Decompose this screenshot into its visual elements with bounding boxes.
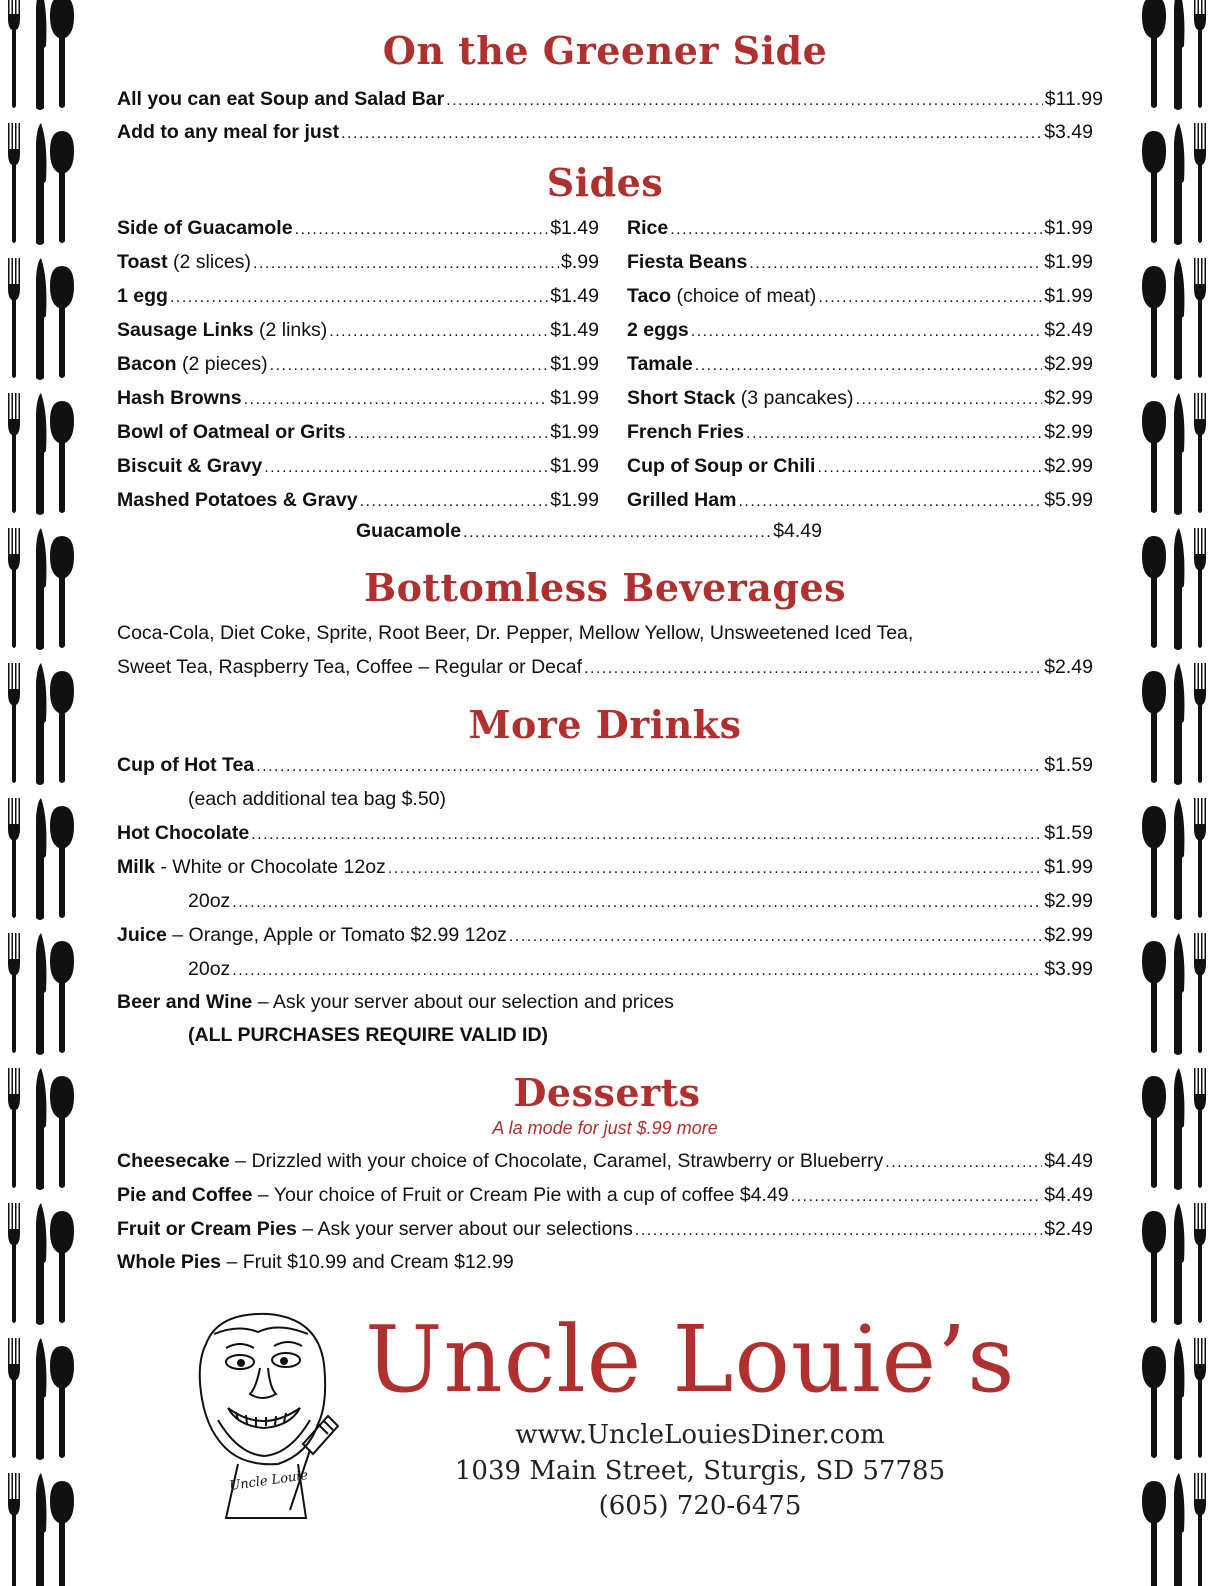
fork-icon bbox=[8, 528, 20, 648]
item-price: $5.99 bbox=[1044, 489, 1093, 511]
knife-icon bbox=[1174, 1068, 1184, 1190]
knife-icon bbox=[1174, 1473, 1184, 1586]
fork-icon bbox=[1194, 258, 1206, 378]
item-name: Cup of Soup or Chili bbox=[627, 455, 816, 477]
menu-item-side-right-8 bbox=[627, 489, 1093, 515]
item-note: - White or Chocolate 12oz bbox=[154, 856, 386, 878]
item-note: – Ask your server about our selections bbox=[296, 1218, 633, 1240]
knife-icon bbox=[1174, 123, 1184, 245]
fork-icon bbox=[8, 1473, 20, 1586]
spoon-icon bbox=[50, 401, 74, 513]
item-price: $1.99 bbox=[550, 353, 599, 375]
item-name: Bowl of Oatmeal or Grits bbox=[117, 421, 346, 443]
menu-item-guacamole bbox=[356, 520, 822, 546]
spoon-icon bbox=[1142, 266, 1166, 378]
item-price: $2.49 bbox=[1044, 1218, 1093, 1240]
phone-number[interactable]: (605) 720-6475 bbox=[598, 1491, 802, 1521]
knife-icon bbox=[36, 798, 46, 920]
menu-item-side-right-7 bbox=[627, 455, 1093, 481]
spoon-icon bbox=[1142, 536, 1166, 648]
item-name: Fruit or Cream Pies bbox=[117, 1218, 297, 1240]
spoon-icon bbox=[1142, 941, 1166, 1053]
item-price: $1.99 bbox=[1044, 251, 1093, 273]
item-name: Guacamole bbox=[356, 520, 462, 542]
item-name: Taco bbox=[627, 285, 672, 307]
item-name: Tamale bbox=[627, 353, 693, 375]
menu-item-hot-tea bbox=[117, 754, 1093, 780]
knife-icon bbox=[1174, 798, 1184, 920]
item-name: 1 egg bbox=[117, 285, 168, 307]
fork-icon bbox=[8, 0, 20, 108]
item-price: $11.99 bbox=[1044, 88, 1103, 110]
fork-icon bbox=[1194, 528, 1206, 648]
item-name: Whole Pies bbox=[117, 1251, 222, 1273]
spoon-icon bbox=[50, 1076, 74, 1188]
item-name: Hash Browns bbox=[117, 387, 242, 409]
knife-icon bbox=[36, 1203, 46, 1325]
menu-item-dessert-0 bbox=[117, 1150, 1093, 1176]
item-name: 20oz bbox=[188, 890, 231, 912]
item-name: Mashed Potatoes & Gravy bbox=[117, 489, 358, 511]
item-price: $2.99 bbox=[1044, 353, 1093, 375]
desserts-subtitle: A la mode for just $.99 more bbox=[492, 1118, 718, 1138]
menu-item-side-left-6 bbox=[117, 421, 599, 447]
menu-item-side-left-3 bbox=[117, 319, 599, 345]
fork-icon bbox=[1194, 1473, 1206, 1586]
spoon-icon bbox=[1142, 401, 1166, 513]
knife-icon bbox=[36, 1473, 46, 1586]
item-note: – Ask your server about our selection and prices bbox=[252, 991, 674, 1013]
item-note: – Your choice of Fruit or Cream Pie with a cup of coffee $4.49 bbox=[252, 1184, 789, 1206]
item-name: Biscuit & Gravy bbox=[117, 455, 263, 477]
item-price: $1.59 bbox=[1044, 822, 1093, 844]
knife-icon bbox=[36, 1338, 46, 1460]
spoon-icon bbox=[1142, 1076, 1166, 1188]
spoon-icon bbox=[50, 1346, 74, 1458]
section-title-greener: On the Greener Side bbox=[382, 28, 828, 73]
item-note: (2 slices) bbox=[167, 251, 251, 273]
menu-item-side-left-0 bbox=[117, 217, 599, 243]
knife-icon bbox=[36, 393, 46, 515]
item-name: Add to any meal for just bbox=[117, 121, 340, 143]
fork-icon bbox=[1194, 1338, 1206, 1458]
item-name: Cup of Hot Tea bbox=[117, 754, 255, 776]
fork-icon bbox=[1194, 798, 1206, 918]
cutlery-border-right bbox=[1140, 0, 1220, 1586]
item-price: $3.99 bbox=[1044, 958, 1093, 980]
item-name: Beer and Wine bbox=[117, 991, 253, 1013]
spoon-icon bbox=[1142, 131, 1166, 243]
item-price: $1.59 bbox=[1044, 754, 1093, 776]
item-price: $3.49 bbox=[1044, 121, 1093, 143]
spoon-icon bbox=[50, 671, 74, 783]
item-price: $.99 bbox=[561, 251, 599, 273]
knife-icon bbox=[36, 0, 46, 110]
item-price: $1.99 bbox=[1044, 217, 1093, 239]
section-title-sides: Sides bbox=[546, 160, 664, 205]
spoon-icon bbox=[50, 266, 74, 378]
menu-item-side-left-7 bbox=[117, 455, 599, 481]
spoon-icon bbox=[50, 131, 74, 243]
knife-icon bbox=[1174, 663, 1184, 785]
spoon-icon bbox=[1142, 0, 1166, 108]
website-link[interactable]: www.UncleLouiesDiner.com bbox=[515, 1420, 885, 1450]
menu-item-juice bbox=[117, 924, 1093, 950]
item-price: $1.99 bbox=[550, 489, 599, 511]
menu-item-dessert-1 bbox=[117, 1184, 1093, 1210]
item-name: Toast bbox=[117, 251, 168, 273]
address: 1039 Main Street, Sturgis, SD 57785 bbox=[454, 1456, 946, 1486]
spoon-icon bbox=[50, 0, 74, 108]
knife-icon bbox=[1174, 1203, 1184, 1325]
fork-icon bbox=[1194, 933, 1206, 1053]
item-price: $1.99 bbox=[1044, 856, 1093, 878]
fork-icon bbox=[8, 1338, 20, 1458]
item-name: French Fries bbox=[627, 421, 745, 443]
menu-item-whole-pies bbox=[117, 1251, 514, 1274]
menu-item-side-right-1 bbox=[627, 251, 1093, 277]
logo-text: Uncle Louie bbox=[228, 1468, 310, 1494]
menu-item-milk bbox=[117, 856, 1093, 882]
knife-icon bbox=[36, 258, 46, 380]
beverages-list-line1: Coca-Cola, Diet Coke, Sprite, Root Beer, Dr. Pepper, Mellow Yellow, Unsweetened Iced Tea, bbox=[117, 622, 914, 644]
spoon-icon bbox=[1142, 1346, 1166, 1458]
item-note: – Fruit $10.99 and Cream $12.99 bbox=[221, 1251, 514, 1273]
fork-icon bbox=[1194, 1068, 1206, 1188]
menu-item-side-left-2 bbox=[117, 285, 599, 311]
menu-item-beer-wine bbox=[117, 991, 674, 1014]
item-price: $1.49 bbox=[550, 285, 599, 307]
menu-item-dessert-2 bbox=[117, 1218, 1093, 1244]
item-note: – Drizzled with your choice of Chocolate, Caramel, Strawberry or Blueberry bbox=[229, 1150, 884, 1172]
menu-item-side-left-1 bbox=[117, 251, 599, 277]
spoon-icon bbox=[50, 1211, 74, 1323]
item-name: Juice bbox=[117, 924, 167, 946]
brand-name: Uncle Louie’s bbox=[365, 1306, 1016, 1413]
item-price: $4.49 bbox=[1044, 1184, 1093, 1206]
knife-icon bbox=[36, 1068, 46, 1190]
fork-icon bbox=[1194, 0, 1206, 108]
item-note: (3 pancakes) bbox=[735, 387, 854, 409]
knife-icon bbox=[36, 528, 46, 650]
spoon-icon bbox=[50, 941, 74, 1053]
item-name: Milk bbox=[117, 856, 155, 878]
item-name: Fiesta Beans bbox=[627, 251, 748, 273]
section-title-more-drinks: More Drinks bbox=[468, 702, 742, 747]
knife-icon bbox=[1174, 528, 1184, 650]
item-price: $2.99 bbox=[1044, 455, 1093, 477]
item-price: $2.49 bbox=[1044, 319, 1093, 341]
section-title-desserts: Desserts bbox=[513, 1070, 701, 1115]
fork-icon bbox=[8, 663, 20, 783]
menu-item-side-right-6 bbox=[627, 421, 1093, 447]
spoon-icon bbox=[1142, 671, 1166, 783]
menu-item-side-left-4 bbox=[117, 353, 599, 379]
item-note: (2 pieces) bbox=[176, 353, 268, 375]
item-price: $1.99 bbox=[550, 455, 599, 477]
menu-item-side-right-0 bbox=[627, 217, 1093, 243]
item-price: $2.99 bbox=[1044, 387, 1093, 409]
fork-icon bbox=[1194, 393, 1206, 513]
knife-icon bbox=[36, 933, 46, 1055]
menu-item-beverages bbox=[117, 656, 1093, 682]
knife-icon bbox=[36, 123, 46, 245]
menu-item-soup-salad bbox=[117, 88, 1103, 114]
menu-item-side-right-3 bbox=[627, 319, 1093, 345]
item-name: Pie and Coffee bbox=[117, 1184, 253, 1206]
item-name: Side of Guacamole bbox=[117, 217, 293, 239]
knife-icon bbox=[1174, 393, 1184, 515]
item-price: $4.49 bbox=[1044, 1150, 1093, 1172]
item-price: $1.49 bbox=[550, 319, 599, 341]
item-price: $2.99 bbox=[1044, 890, 1093, 912]
knife-icon bbox=[1174, 933, 1184, 1055]
item-price: $1.99 bbox=[550, 387, 599, 409]
spoon-icon bbox=[1142, 806, 1166, 918]
item-name: Short Stack bbox=[627, 387, 736, 409]
menu-item-side-right-4 bbox=[627, 353, 1093, 379]
item-price: $1.99 bbox=[550, 421, 599, 443]
fork-icon bbox=[8, 393, 20, 513]
item-price: $2.99 bbox=[1044, 924, 1093, 946]
menu-item-side-left-5 bbox=[117, 387, 599, 413]
menu-item-side-right-2 bbox=[627, 285, 1093, 311]
item-name: Sausage Links bbox=[117, 319, 254, 341]
item-name: Rice bbox=[627, 217, 669, 239]
item-price: $1.99 bbox=[1044, 285, 1093, 307]
fork-icon bbox=[8, 1068, 20, 1188]
knife-icon bbox=[1174, 1338, 1184, 1460]
fork-icon bbox=[8, 933, 20, 1053]
item-price: $2.99 bbox=[1044, 421, 1093, 443]
cutlery-border-left bbox=[0, 0, 80, 1586]
item-name: Grilled Ham bbox=[627, 489, 737, 511]
section-title-beverages: Bottomless Beverages bbox=[363, 565, 847, 610]
fork-icon bbox=[8, 1203, 20, 1323]
uncle-louie-caricature-logo bbox=[178, 1304, 343, 1526]
item-price: $4.49 bbox=[773, 520, 822, 542]
knife-icon bbox=[1174, 258, 1184, 380]
fork-icon bbox=[1194, 1203, 1206, 1323]
fork-icon bbox=[8, 258, 20, 378]
fork-icon bbox=[8, 123, 20, 243]
item-note: (2 links) bbox=[253, 319, 328, 341]
item-price: $2.49 bbox=[1044, 656, 1093, 678]
item-name: 20oz bbox=[188, 958, 231, 980]
beverages-list-line2: Sweet Tea, Raspberry Tea, Coffee – Regular or Decaf bbox=[117, 656, 583, 678]
item-note: (choice of meat) bbox=[671, 285, 817, 307]
spoon-icon bbox=[50, 536, 74, 648]
item-name: Hot Chocolate bbox=[117, 822, 250, 844]
menu-item-juice-20oz bbox=[188, 958, 1093, 984]
spoon-icon bbox=[50, 1481, 74, 1586]
menu-item-side-left-8 bbox=[117, 489, 599, 515]
knife-icon bbox=[1174, 0, 1184, 110]
item-name: All you can eat Soup and Salad Bar bbox=[117, 88, 445, 110]
menu-item-side-right-5 bbox=[627, 387, 1093, 413]
menu-item-hot-chocolate bbox=[117, 822, 1093, 848]
fork-icon bbox=[8, 798, 20, 918]
spoon-icon bbox=[50, 806, 74, 918]
hot-tea-note: (each additional tea bag $.50) bbox=[188, 788, 447, 810]
item-name: 2 eggs bbox=[627, 319, 689, 341]
valid-id-note: (ALL PURCHASES REQUIRE VALID ID) bbox=[188, 1024, 549, 1046]
fork-icon bbox=[1194, 663, 1206, 783]
item-name: Bacon bbox=[117, 353, 177, 375]
menu-item-add-to-meal bbox=[117, 121, 1093, 147]
spoon-icon bbox=[1142, 1211, 1166, 1323]
menu-item-milk-20oz bbox=[188, 890, 1093, 916]
knife-icon bbox=[36, 663, 46, 785]
spoon-icon bbox=[1142, 1481, 1166, 1586]
fork-icon bbox=[1194, 123, 1206, 243]
item-note: – Orange, Apple or Tomato $2.99 12oz bbox=[166, 924, 507, 946]
item-price: $1.49 bbox=[550, 217, 599, 239]
item-name: Cheesecake bbox=[117, 1150, 230, 1172]
